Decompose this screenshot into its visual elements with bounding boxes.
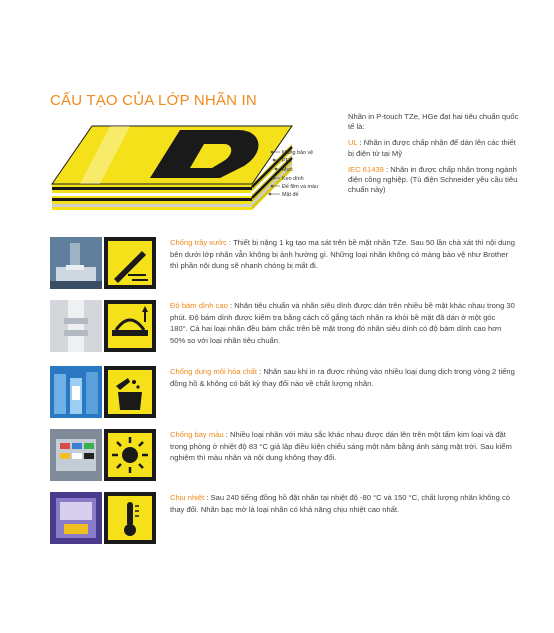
- feature-label: Chịu nhiệt: [170, 493, 205, 502]
- feature-text: Nhãn tiêu chuẩn và nhãn siêu dính được dán trên nhiều bề mặt khác nhau trong 30 phút. Độ bám dính được kiểm tra bằng cách cố gắng tách nhãn ra khỏi bề mặt đã dán ở một góc 180°. Cả hai loại nhãn đều bám chắc trên bề mặt trong đó nhãn siêu dính có độ bám dính cao hơn 50% so với loại nhãn tiêu chuẩn.: [170, 301, 515, 345]
- standard-ul: [348, 138, 523, 158]
- feature-description: [170, 237, 515, 272]
- scratch-test-photo: [50, 237, 102, 289]
- layer-label-2: Mực: [282, 167, 293, 173]
- thermometer-icon: [104, 492, 156, 544]
- feature-text: Nhiều loại nhãn với màu sắc khác nhau được dán lên trên một tấm kim loại và đặt trong phòng ở nhiệt độ 83 °C giả lập điều kiện chiếu sáng một năm bằng ánh sáng mặt trời. Sau kiểm nghiệm thì màu nhãn và nội dung không thay đổi.: [170, 430, 512, 463]
- label-layer-diagram: [40, 108, 340, 228]
- separator: :: [226, 238, 234, 247]
- separator: :: [227, 301, 235, 310]
- separator: :: [357, 138, 364, 148]
- page-title: CẤU TẠO CỦA LỚP NHÃN IN: [50, 92, 257, 109]
- feature-text: Nhãn sau khi in ra được nhúng vào nhiều loại dung dịch trong vòng 2 tiếng đồng hồ & không có bất kỳ thay đổi nào về chất lượng nhãn.: [170, 367, 515, 388]
- feature-label: Chống bay màu: [170, 430, 224, 439]
- feature-description: [170, 492, 515, 515]
- feature-text: Sau 240 tiếng đồng hồ đặt nhãn tại nhiệt độ -80 °C và 150 °C, chất lượng nhãn không có thay đổi. Nhãn bạc mờ là loại nhãn có khả năng chịu nhiệt cao nhất.: [170, 493, 510, 514]
- feature-text: Thiết bị nặng 1 kg tạo ma sát trên bề mặt nhãn TZe. Sau 50 lần chà xát thì nội dung bên dưới lớp nhãn vẫn không bị ảnh hưởng gì. Những loại nhãn không có màng bảo vệ như Brother thì phần nội dung sẽ nhanh chóng bị mất đi.: [170, 238, 515, 271]
- heat-test-photo: [50, 492, 102, 544]
- feature-label: Độ bám dính cao: [170, 301, 228, 310]
- layer-label-5: Mặt đế: [282, 192, 299, 198]
- layer-label-0: Màng bảo vệ: [282, 150, 314, 156]
- layer-label-1: PET: [282, 158, 293, 164]
- adhesion-test-photo: [50, 300, 102, 352]
- standard-text: Nhãn in được chấp nhận trong ngành điện công nghiệp. (Tủ điện Schneider yêu cầu tiêu chuẩn này): [348, 164, 518, 195]
- feature-label: Chống dung môi hóa chất: [170, 367, 257, 376]
- feature-row-scratch: [50, 237, 515, 289]
- feature-row-adhesion: [50, 300, 515, 352]
- feature-description: [170, 366, 515, 389]
- standards-heading: Nhãn in P-touch TZe, HGe đạt hai tiêu chuẩn quốc tế là:: [348, 112, 519, 132]
- layer-label-4: Đế film và màu: [282, 184, 318, 190]
- feature-row-chemical: [50, 366, 515, 418]
- standards-intro: [348, 112, 523, 201]
- chemical-icon: [104, 366, 156, 418]
- standard-name: IEC 61439: [348, 164, 384, 174]
- feature-row-fade: [50, 429, 510, 481]
- adhesion-icon: [104, 300, 156, 352]
- standard-iec: [348, 165, 523, 196]
- feature-label: Chống trầy xước: [170, 238, 227, 247]
- chemical-test-photo: [50, 366, 102, 418]
- separator: :: [223, 430, 230, 439]
- separator: :: [256, 367, 264, 376]
- feature-description: [170, 300, 515, 346]
- standard-text: Nhãn in được chấp nhận để dán lên các thiết bị điện tử tại Mỹ: [348, 138, 516, 158]
- feature-description: [170, 429, 515, 464]
- standard-name: UL: [348, 138, 358, 148]
- scratch-icon: [104, 237, 156, 289]
- separator: :: [204, 493, 211, 502]
- sun-icon: [104, 429, 156, 481]
- layer-label-3: Keo dính: [282, 176, 304, 182]
- feature-row-heat: [50, 492, 510, 544]
- fade-test-photo: [50, 429, 102, 481]
- separator: :: [383, 164, 391, 174]
